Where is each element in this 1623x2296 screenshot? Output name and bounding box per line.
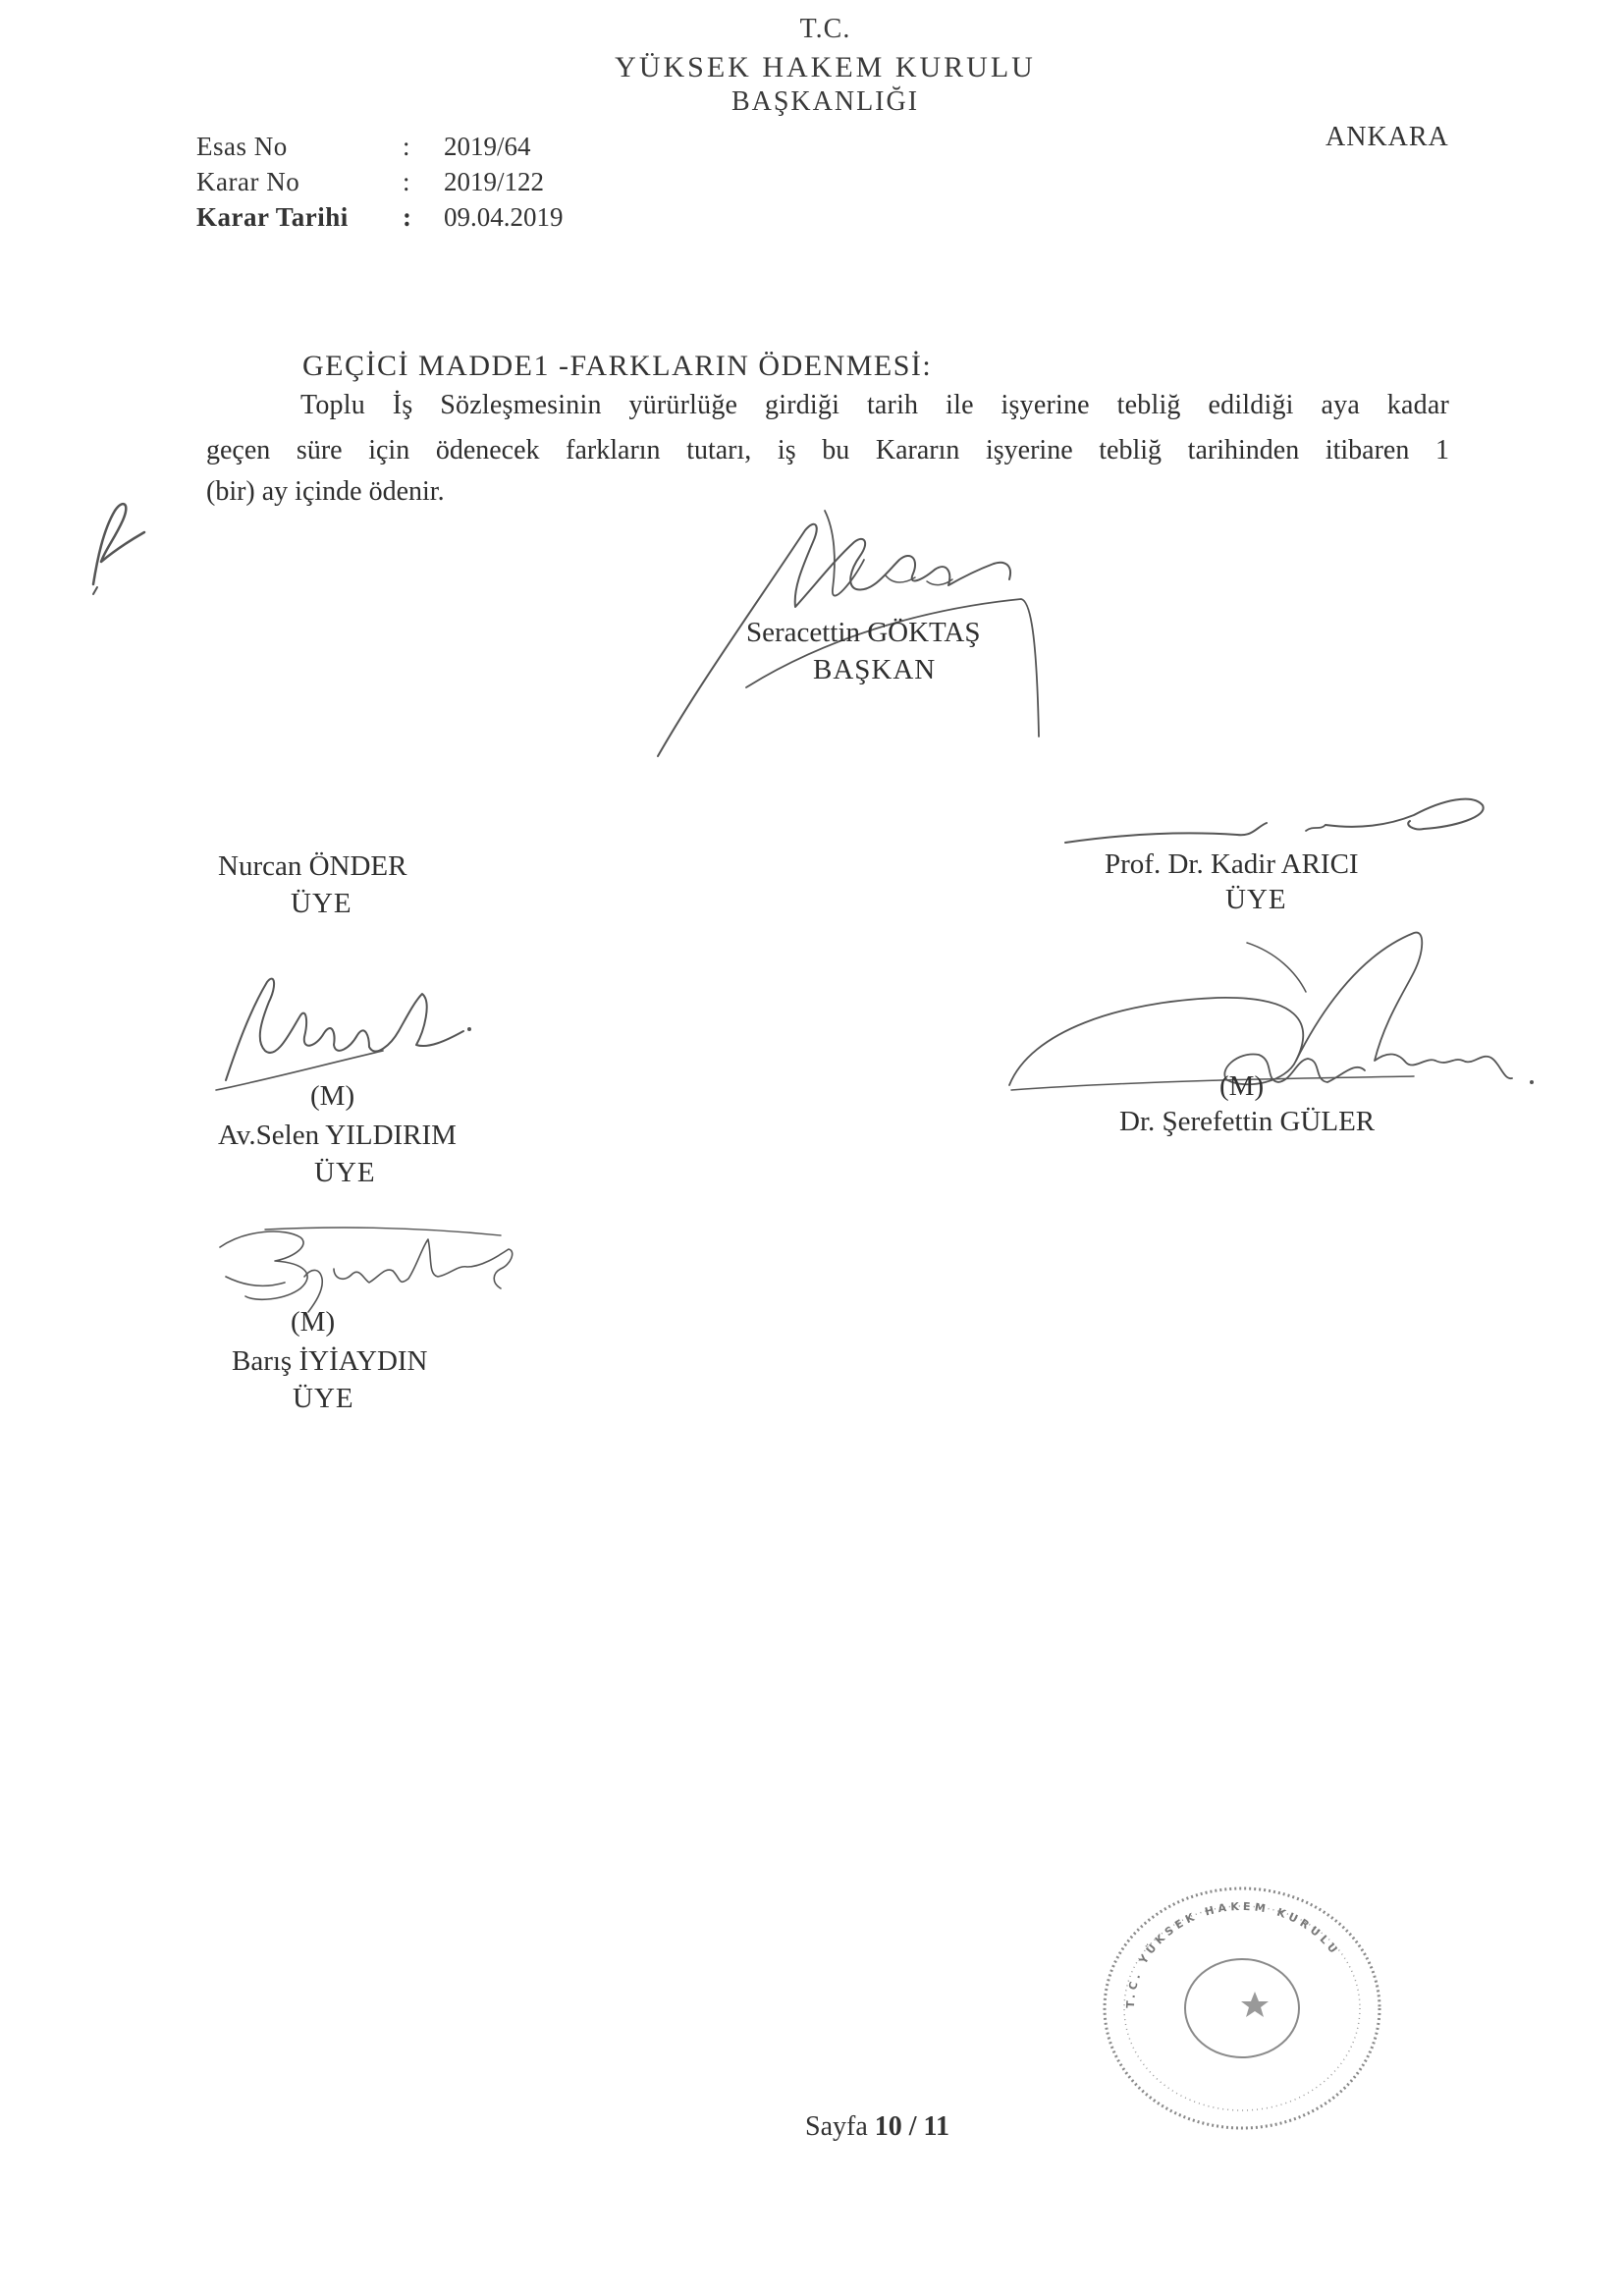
member-2-title: ÜYE bbox=[1225, 884, 1287, 915]
member-3-signature bbox=[206, 943, 481, 1100]
meta-row-esas bbox=[196, 132, 531, 162]
chair-name: Seracettin GÖKTAŞ bbox=[746, 617, 981, 648]
member-4-note: (M) bbox=[1219, 1070, 1265, 1102]
member-2-name: Prof. Dr. Kadir ARICI bbox=[1105, 848, 1359, 880]
member-1-name: Nurcan ÖNDER bbox=[218, 850, 407, 882]
header-tc: T.C. bbox=[799, 14, 851, 44]
page-current: 10 bbox=[874, 2111, 902, 2142]
meta-value: 2019/122 bbox=[444, 167, 545, 196]
article-line-3: (bir) ay içinde ödenir. bbox=[206, 476, 445, 507]
margin-paraph-mark bbox=[83, 491, 162, 599]
meta-separator: : bbox=[403, 202, 411, 232]
member-5-title: ÜYE bbox=[293, 1383, 354, 1414]
article-heading: GEÇİCİ MADDE1 -FARKLARIN ÖDENMESİ: bbox=[302, 350, 933, 382]
header-city: ANKARA bbox=[1325, 122, 1449, 152]
page-number bbox=[805, 2111, 949, 2143]
meta-row-tarih bbox=[196, 202, 564, 233]
page-total: 11 bbox=[923, 2111, 950, 2142]
seal-text: T.C. YÜKSEK HAKEM KURULU bbox=[1123, 1899, 1342, 2009]
meta-value: 2019/64 bbox=[444, 132, 531, 161]
chair-title: BAŞKAN bbox=[813, 654, 937, 685]
article-line-1: Toplu İş Sözleşmesinin yürürlüğe girdiği tarih ile işyerine tebliğ edildiği aya kadar bbox=[300, 390, 1449, 420]
article-line-2: geçen süre için ödenecek farkların tutarı, iş bu Kararın işyerine tebliğ tarihinden itibaren 1 bbox=[206, 435, 1449, 465]
official-seal bbox=[1090, 1876, 1394, 2141]
meta-label: Karar No bbox=[196, 167, 300, 196]
meta-row-karar bbox=[196, 167, 544, 197]
member-1-title: ÜYE bbox=[291, 888, 352, 919]
meta-label: Karar Tarihi bbox=[196, 202, 349, 232]
member-5-name: Barış İYİAYDIN bbox=[232, 1345, 428, 1377]
meta-value: 09.04.2019 bbox=[444, 202, 564, 232]
page-separator: / bbox=[908, 2111, 917, 2142]
meta-label: Esas No bbox=[196, 132, 288, 161]
header-institution: YÜKSEK HAKEM KURULU bbox=[615, 51, 1036, 83]
member-5-note: (M) bbox=[291, 1306, 336, 1338]
member-3-note: (M) bbox=[310, 1080, 355, 1112]
member-4-name: Dr. Şerefettin GÜLER bbox=[1119, 1106, 1376, 1137]
page-prefix: Sayfa bbox=[805, 2111, 868, 2142]
member-3-title: ÜYE bbox=[314, 1157, 376, 1188]
header-presidency: BAŞKANLIĞI bbox=[730, 86, 920, 117]
meta-separator: : bbox=[403, 132, 410, 161]
member-5-signature bbox=[206, 1218, 520, 1326]
meta-separator: : bbox=[403, 167, 410, 196]
member-3-name: Av.Selen YILDIRIM bbox=[218, 1120, 457, 1151]
